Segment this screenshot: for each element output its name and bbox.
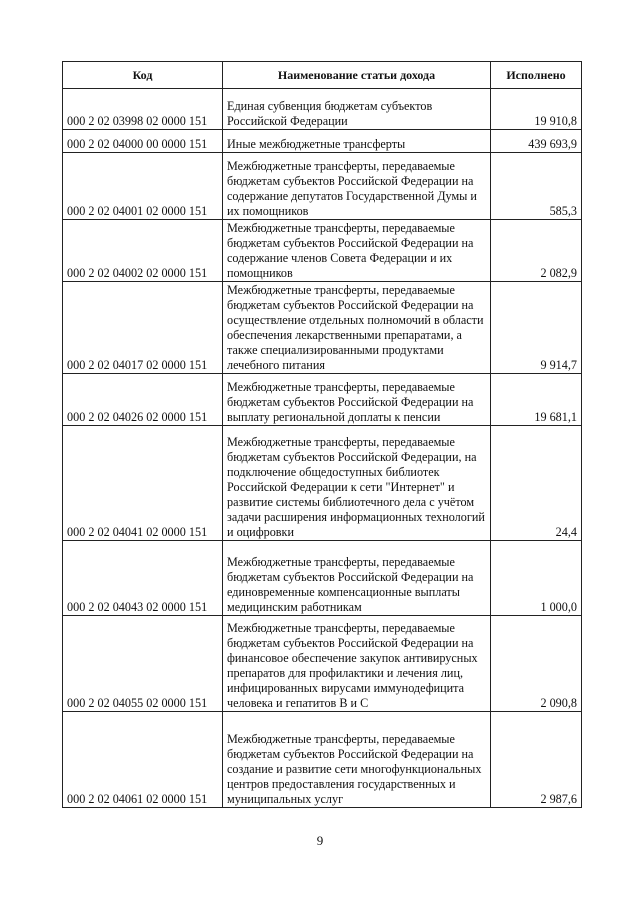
table-row	[63, 282, 582, 374]
table-row	[63, 541, 582, 616]
table-row	[63, 130, 582, 153]
table-row	[63, 374, 582, 426]
row-code: 000 2 02 04017 02 0000 151	[63, 282, 223, 374]
row-value: 19 681,1	[491, 374, 582, 426]
row-code: 000 2 02 04001 02 0000 151	[63, 153, 223, 220]
row-name: Межбюджетные трансферты, передаваемые бюджетам субъектов Российской Федерации на содержание депутатов Государственной Думы и их помощников	[223, 153, 491, 220]
row-value: 439 693,9	[491, 130, 582, 153]
table-row	[63, 153, 582, 220]
row-code: 000 2 02 04055 02 0000 151	[63, 616, 223, 712]
row-code: 000 2 02 04002 02 0000 151	[63, 220, 223, 282]
table-row	[63, 616, 582, 712]
header-code: Код	[63, 62, 223, 89]
row-name: Межбюджетные трансферты, передаваемые бюджетам субъектов Российской Федерации на осуществление отдельных полномочий в области обеспечения лекарственными препаратами, а также специализированными продуктами лечебного питания	[223, 282, 491, 374]
header-name: Наименование статьи дохода	[223, 62, 491, 89]
row-code: 000 2 02 04061 02 0000 151	[63, 712, 223, 808]
row-code: 000 2 02 04026 02 0000 151	[63, 374, 223, 426]
row-name: Межбюджетные трансферты, передаваемые бюджетам субъектов Российской Федерации на выплату региональной доплаты к пенсии	[223, 374, 491, 426]
revenue-table	[62, 61, 582, 808]
row-value: 2 090,8	[491, 616, 582, 712]
row-value: 9 914,7	[491, 282, 582, 374]
row-name: Межбюджетные трансферты, передаваемые бюджетам субъектов Российской Федерации на единовременные компенсационные выплаты медицинским работникам	[223, 541, 491, 616]
row-value: 1 000,0	[491, 541, 582, 616]
table-row	[63, 220, 582, 282]
row-code: 000 2 02 03998 02 0000 151	[63, 89, 223, 130]
row-name: Межбюджетные трансферты, передаваемые бюджетам субъектов Российской Федерации на финансовое обеспечение закупок антивирусных препаратов для профилактики и лечения лиц, инфицированных вирусами иммунодефицита человека и гепатитов В и С	[223, 616, 491, 712]
row-code: 000 2 02 04043 02 0000 151	[63, 541, 223, 616]
table-row	[63, 89, 582, 130]
row-code: 000 2 02 04000 00 0000 151	[63, 130, 223, 153]
page-number: 9	[316, 833, 324, 848]
row-name: Межбюджетные трансферты, передаваемые бюджетам субъектов Российской Федерации на содержание членов Совета Федерации и их помощников	[223, 220, 491, 282]
row-name: Межбюджетные трансферты, передаваемые бюджетам субъектов Российской Федерации на создание и развитие сети многофункциональных центров предоставления государственных и муниципальных услуг	[223, 712, 491, 808]
row-value: 2 987,6	[491, 712, 582, 808]
header-value: Исполнено	[491, 62, 582, 89]
row-name: Единая субвенция бюджетам субъектов Российской Федерации	[223, 89, 491, 130]
table-row	[63, 426, 582, 541]
row-value: 24,4	[491, 426, 582, 541]
row-name: Иные межбюджетные трансферты	[223, 130, 491, 153]
row-code: 000 2 02 04041 02 0000 151	[63, 426, 223, 541]
row-name: Межбюджетные трансферты, передаваемые бюджетам субъектов Российской Федерации, на подключение общедоступных библиотек Российской Федерации к сети "Интернет" и развитие системы библиотечного дела с учётом задачи расширения информационных технологий и оцифровки	[223, 426, 491, 541]
row-value: 19 910,8	[491, 89, 582, 130]
row-value: 2 082,9	[491, 220, 582, 282]
row-value: 585,3	[491, 153, 582, 220]
table-header-row	[63, 62, 582, 89]
table-row	[63, 712, 582, 808]
